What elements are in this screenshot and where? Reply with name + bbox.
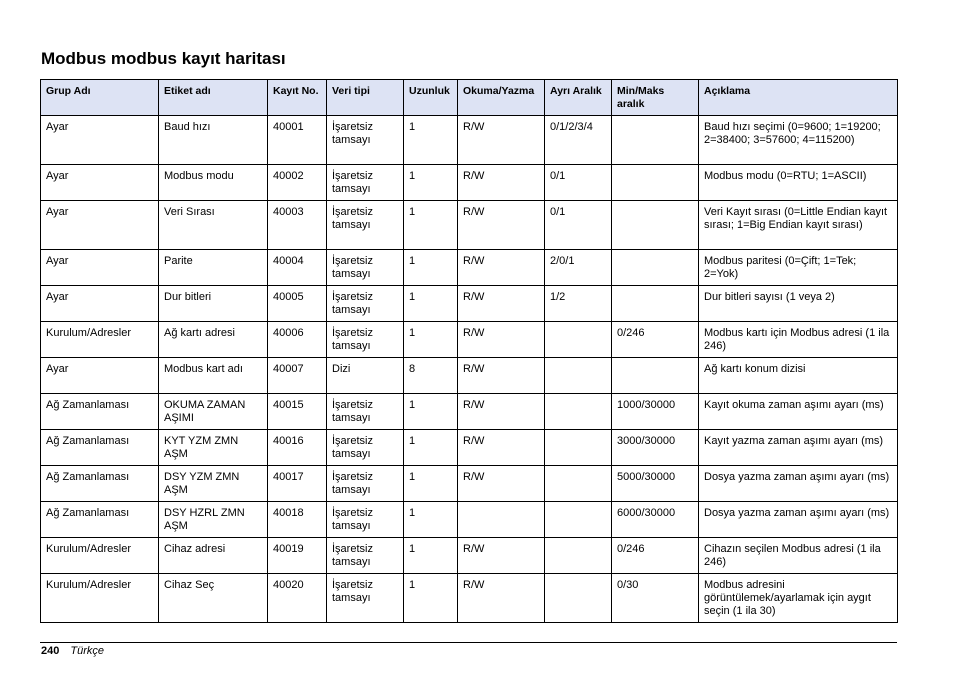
tag-name-cell: Modbus modu [159,165,268,201]
description-cell: Modbus paritesi (0=Çift; 1=Tek; 2=Yok) [699,250,898,286]
register-no-cell: 40005 [268,286,327,322]
group-name-cell: Kurulum/Adresler [41,538,159,574]
data-type-cell: Dizi [327,358,404,394]
discrete-range-cell [545,502,612,538]
discrete-range-cell [545,466,612,502]
register-no-cell: 40007 [268,358,327,394]
column-header-length: Uzunluk [404,80,458,116]
table-row [41,201,898,250]
description-cell: Modbus kartı için Modbus adresi (1 ila 246) [699,322,898,358]
footer-language: Türkçe [70,645,105,657]
description-cell: Modbus adresini görüntülemek/ayarlamak için aygıt seçin (1 ila 30) [699,574,898,623]
group-name-cell: Ağ Zamanlaması [41,394,159,430]
description-cell: Dosya yazma zaman aşımı ayarı (ms) [699,466,898,502]
column-header-min-max-range: Min/Maks aralık [612,80,699,116]
table-row [41,358,898,394]
tag-name-cell: DSY YZM ZMN AŞM [159,466,268,502]
column-header-description: Açıklama [699,80,898,116]
description-cell: Cihazın seçilen Modbus adresi (1 ila 246) [699,538,898,574]
data-type-cell: İşaretsiz tamsayı [327,201,404,250]
discrete-range-cell: 1/2 [545,286,612,322]
data-type-cell: İşaretsiz tamsayı [327,322,404,358]
register-no-cell: 40004 [268,250,327,286]
column-header-read-write: Okuma/Yazma [458,80,545,116]
read-write-cell: R/W [458,538,545,574]
tag-name-cell: Cihaz Seç [159,574,268,623]
discrete-range-cell [545,358,612,394]
discrete-range-cell [545,430,612,466]
read-write-cell: R/W [458,358,545,394]
min-max-range-cell: 1000/30000 [612,394,699,430]
table-row [41,250,898,286]
group-name-cell: Ayar [41,358,159,394]
read-write-cell [458,502,545,538]
column-header-discrete-range: Ayrı Aralık [545,80,612,116]
read-write-cell: R/W [458,116,545,165]
read-write-cell: R/W [458,286,545,322]
tag-name-cell: Modbus kart adı [159,358,268,394]
data-type-cell: İşaretsiz tamsayı [327,538,404,574]
min-max-range-cell [612,286,699,322]
register-no-cell: 40017 [268,466,327,502]
register-no-cell: 40015 [268,394,327,430]
tag-name-cell: Baud hızı [159,116,268,165]
min-max-range-cell: 0/246 [612,322,699,358]
min-max-range-cell: 6000/30000 [612,502,699,538]
min-max-range-cell: 0/30 [612,574,699,623]
register-map-table [40,79,898,623]
min-max-range-cell [612,358,699,394]
table-row [41,502,898,538]
length-cell: 1 [404,466,458,502]
min-max-range-cell [612,165,699,201]
min-max-range-cell [612,201,699,250]
register-no-cell: 40006 [268,322,327,358]
group-name-cell: Ağ Zamanlaması [41,430,159,466]
group-name-cell: Ayar [41,201,159,250]
data-type-cell: İşaretsiz tamsayı [327,466,404,502]
min-max-range-cell [612,250,699,286]
discrete-range-cell [545,574,612,623]
column-header-tag-name: Etiket adı [159,80,268,116]
group-name-cell: Ayar [41,250,159,286]
register-no-cell: 40018 [268,502,327,538]
table-row [41,574,898,623]
column-header-data-type: Veri tipi [327,80,404,116]
register-no-cell: 40003 [268,201,327,250]
table-row [41,116,898,165]
length-cell: 1 [404,116,458,165]
discrete-range-cell: 0/1 [545,201,612,250]
table-row [41,538,898,574]
page-footer [41,644,104,658]
tag-name-cell: OKUMA ZAMAN AŞIMI [159,394,268,430]
table-row [41,165,898,201]
length-cell: 1 [404,250,458,286]
description-cell: Modbus modu (0=RTU; 1=ASCII) [699,165,898,201]
group-name-cell: Ayar [41,165,159,201]
data-type-cell: İşaretsiz tamsayı [327,250,404,286]
description-cell: Dur bitleri sayısı (1 veya 2) [699,286,898,322]
group-name-cell: Kurulum/Adresler [41,574,159,623]
min-max-range-cell [612,116,699,165]
group-name-cell: Kurulum/Adresler [41,322,159,358]
group-name-cell: Ayar [41,116,159,165]
length-cell: 1 [404,286,458,322]
table-row [41,322,898,358]
read-write-cell: R/W [458,466,545,502]
read-write-cell: R/W [458,394,545,430]
group-name-cell: Ağ Zamanlaması [41,502,159,538]
discrete-range-cell [545,322,612,358]
column-header-group-name: Grup Adı [41,80,159,116]
length-cell: 1 [404,201,458,250]
data-type-cell: İşaretsiz tamsayı [327,430,404,466]
group-name-cell: Ayar [41,286,159,322]
description-cell: Ağ kartı konum dizisi [699,358,898,394]
register-no-cell: 40001 [268,116,327,165]
tag-name-cell: Cihaz adresi [159,538,268,574]
table-body [41,116,898,623]
discrete-range-cell [545,538,612,574]
description-cell: Baud hızı seçimi (0=9600; 1=19200; 2=38400; 3=57600; 4=115200) [699,116,898,165]
data-type-cell: İşaretsiz tamsayı [327,502,404,538]
table-row [41,430,898,466]
length-cell: 1 [404,322,458,358]
length-cell: 1 [404,165,458,201]
data-type-cell: İşaretsiz tamsayı [327,165,404,201]
description-cell: Kayıt okuma zaman aşımı ayarı (ms) [699,394,898,430]
length-cell: 1 [404,430,458,466]
table-row [41,394,898,430]
tag-name-cell: Dur bitleri [159,286,268,322]
length-cell: 8 [404,358,458,394]
register-no-cell: 40016 [268,430,327,466]
description-cell: Dosya yazma zaman aşımı ayarı (ms) [699,502,898,538]
tag-name-cell: Parite [159,250,268,286]
page-title: Modbus modbus kayıt haritası [41,49,286,68]
read-write-cell: R/W [458,574,545,623]
min-max-range-cell: 0/246 [612,538,699,574]
tag-name-cell: KYT YZM ZMN AŞM [159,430,268,466]
footer-divider [40,642,897,643]
register-no-cell: 40019 [268,538,327,574]
tag-name-cell: Veri Sırası [159,201,268,250]
read-write-cell: R/W [458,165,545,201]
discrete-range-cell: 0/1/2/3/4 [545,116,612,165]
data-type-cell: İşaretsiz tamsayı [327,394,404,430]
table-row [41,286,898,322]
read-write-cell: R/W [458,201,545,250]
data-type-cell: İşaretsiz tamsayı [327,116,404,165]
read-write-cell: R/W [458,430,545,466]
min-max-range-cell: 3000/30000 [612,430,699,466]
tag-name-cell: Ağ kartı adresi [159,322,268,358]
data-type-cell: İşaretsiz tamsayı [327,574,404,623]
register-no-cell: 40002 [268,165,327,201]
length-cell: 1 [404,574,458,623]
tag-name-cell: DSY HZRL ZMN AŞM [159,502,268,538]
data-type-cell: İşaretsiz tamsayı [327,286,404,322]
discrete-range-cell [545,394,612,430]
length-cell: 1 [404,538,458,574]
description-cell: Veri Kayıt sırası (0=Little Endian kayıt sırası; 1=Big Endian kayıt sırası) [699,201,898,250]
length-cell: 1 [404,502,458,538]
header-row [41,80,898,116]
min-max-range-cell: 5000/30000 [612,466,699,502]
discrete-range-cell: 0/1 [545,165,612,201]
description-cell: Kayıt yazma zaman aşımı ayarı (ms) [699,430,898,466]
register-no-cell: 40020 [268,574,327,623]
column-header-register-no: Kayıt No. [268,80,327,116]
group-name-cell: Ağ Zamanlaması [41,466,159,502]
read-write-cell: R/W [458,250,545,286]
table-row [41,466,898,502]
discrete-range-cell: 2/0/1 [545,250,612,286]
read-write-cell: R/W [458,322,545,358]
page-number: 240 [41,645,60,657]
length-cell: 1 [404,394,458,430]
